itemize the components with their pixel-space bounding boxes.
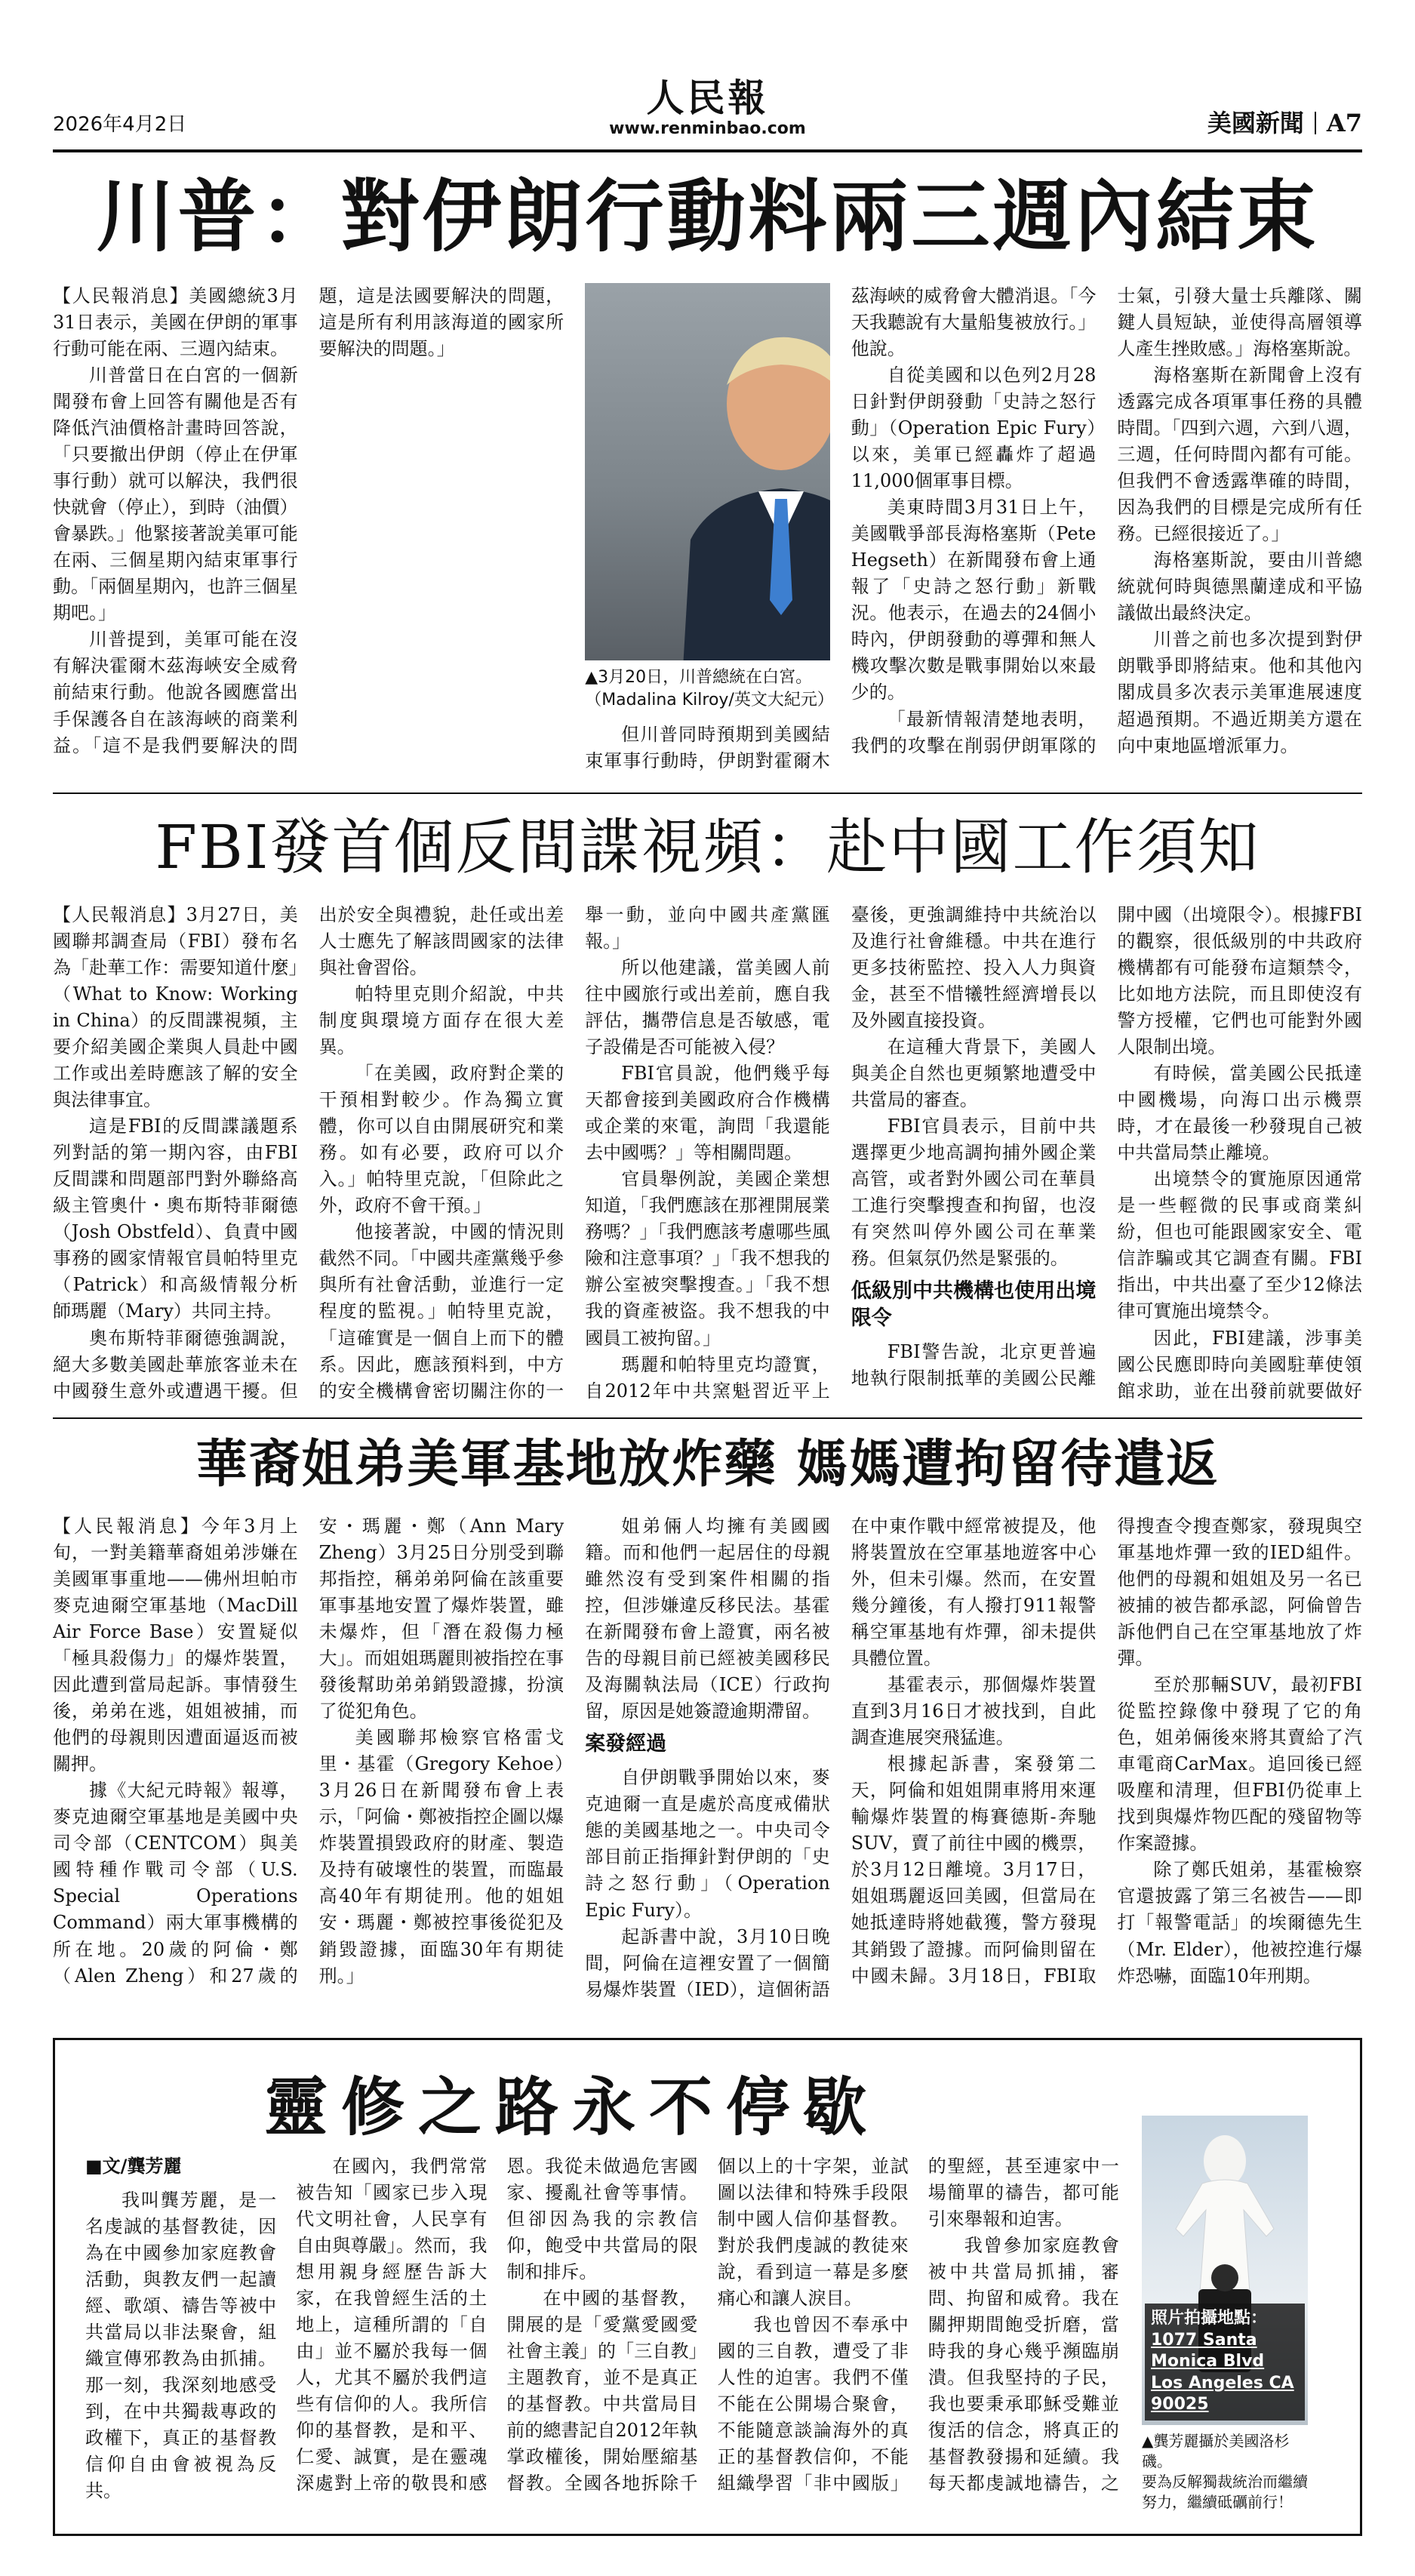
photo-location-prefix: 照片拍攝地點：	[1151, 2309, 1268, 2328]
article3-paragraphs_a-paragraph: 據《大紀元時報》報導，麥克迪爾空軍基地是美國中央司令部（CENTCOM）與美國特種作戰司令部（U.S. Special Operations Command）兩大軍事機構的所在地。20歲的阿倫・鄭（Alen Zheng）和27歲的安・瑪麗・鄭（Ann Mary Zheng）3月25日分別受到聯邦指控，稱弟弟阿倫在該重要軍事基地安置了爆炸裝置，雖未爆炸，但「潛在殺傷力極大」。而姐姐瑪麗則被指控在事發後幫助弟弟銷毀證據，扮演了從犯角色。	[53, 1516, 564, 1987]
article2-paragraphs_a-paragraph: 「在美國，政府對企業的干預相對較少。作為獨立實體，你可以自由開展研究和業務。如有必要，政府可以介入。」帕特里克說，「但除此之外，政府不會干預。」	[318, 1063, 564, 1217]
article2-body	[53, 902, 1362, 1409]
article4-headline: 靈修之路永不停歇	[263, 2070, 880, 2144]
article4-paragraphs-paragraph: 在中國的基督教，開展的是「愛黨愛國愛社會主義」的「三自教」主題教育，並不是真正的基督教。中共當局目前的總書記自2012年執掌政權後，開始壓縮基督教。全國各地拆除千個以上的十字架，並試圖以法律和特殊手段限制中國人信仰基督教。對於我們虔誠的教徒來說，看到這一幕是多麼痛心和讓人淚目。	[506, 2156, 909, 2494]
article4-paragraphs-paragraph: 我曾參加家庭教會被中共當局抓捕，審問、拘留和威脅。我在關押期間飽受折磨，當時我的身心幾乎瀕臨崩潰。但我堅持的子民，我也要秉承耶穌受難並復活的信念，將真正的基督教發揚和延續。我每天都虔誠地禱告，之	[927, 2235, 1119, 2494]
section-label	[1207, 104, 1362, 139]
article3-paragraphs_a-paragraph: 【人民報消息】今年3月上旬，一對美籍華裔姐弟涉嫌在美國軍事重地——佛州坦帕市麥克迪爾空軍基地（MacDill Air Force Base）安置疑似「極具殺傷力」的爆炸裝置，因此遭到當局起訴。事情發生後，弟弟在逃，姐姐被捕，而他們的母親則因遭面逼返而被關押。	[53, 1516, 298, 1775]
article1-paragraph: 【人民報消息】美國總統3月31日表示，美國在伊朗的軍事行動可能在兩、三週內結束。	[53, 285, 298, 360]
article2-paragraphs_a-paragraph: 這是FBI的反間諜議題系列對話的第一期內容，由FBI反間諜和問題部門對外聯絡高級主管奧什・奧布斯特菲爾德（Josh Obstfeld）、負責中國事務的國家情報官員帕特里克（Patrick）和高級情報分析師瑪麗（Mary）共同主持。	[53, 1116, 298, 1322]
article1-paragraph: 海格塞斯在新聞會上沒有透露完成各項軍事任務的具體時間。「四到六週，六到八週，三週，任何時間內都有可能。但我們不會透露準確的時間，因為我們的目標是完成所有任務。已經很接近了。」	[1117, 365, 1362, 545]
article3-paragraphs_b-paragraph: 至於那輛SUV，最初FBI從監控錄像中發現了它的角色，姐弟倆後來將其賣給了汽車電商CarMax。追回後已經吸塵和清理，但FBI仍從車上找到與爆炸物匹配的殘留物等作案證據。	[1117, 1674, 1362, 1854]
article2-paragraphs_b-paragraph: 有時候，當美國公民抵達中國機場，向海口出示機票時，才在最後一秒發現自己被中共當局禁止離境。	[1117, 1063, 1362, 1164]
article4-box	[53, 2038, 1362, 2536]
section-divider	[1315, 112, 1316, 134]
trump-photo	[585, 283, 830, 660]
article2-paragraphs_b-paragraph: 出境禁令的實施原因通常是一些輕微的民事或商業糾紛，但也可能跟國家安全、電信詐騙或其它調查有關。FBI指出，中共出臺了至少12條法律可實施出境禁令。	[1117, 1168, 1362, 1322]
article1-paragraph: 自從美國和以色列2月28日針對伊朗發動「史詩之怒行動」（Operation Epic Fury）以來，美軍已經轟炸了超過11,000個軍事目標。	[851, 365, 1097, 492]
article2-paragraphs_a-paragraph: 瑪麗和帕特里克均證實，自2012年中共窯魁習近平上臺後，更強調維持中共統治以及進行社會維穩。中共在進行更多技術監控、投入人力與資金，甚至不惜犧牲經濟增長以及外國直接投資。	[585, 904, 1097, 1402]
article3-paragraphs_a-paragraph: 姐弟倆人均擁有美國國籍。而和他們一起居住的母親雖然沒有受到案件相關的指控，但涉嫌違反移民法。基霍在新聞發布會上證實，兩名被告的母親目前已經被美國移民及海關執法局（ICE）行政拘留，原因是她簽證逾期滯留。	[585, 1516, 830, 1722]
article4-paragraphs-paragraph: 我叫龔芳麗，是一名虔誠的基督教徒，因為在中國參加家庭教會活動，與教友們一起讀經、歌頌、禱告等被中共當局以非法聚會，組織宣傳邪教為由抓捕。那一刻，我深刻地感受到，在中共獨裁專政的政權下，真正的基督教信仰自由會被視為反共。	[85, 2190, 277, 2502]
article1-paragraph: 川普提到，美軍可能在沒有解決霍爾木茲海峽安全威脅前結束行動。他說各國應當出手保護各自在該海峽的商業利益。「這不是我們要解決的問題，這是法國要解決的問題，這是所有利用該海道的國家所要解決的問題。」	[53, 285, 564, 756]
portrait-illustration-icon	[668, 313, 830, 660]
article2-paragraphs_a-paragraph: 所以他建議，當美國人前往中國旅行或出差前，應自我評估，攜帶信息是否敏感，電子設備是否可能被入侵？	[585, 957, 830, 1058]
page-number: A7	[1326, 109, 1362, 137]
article3-paragraphs_a-paragraph: 美國聯邦檢察官格雷戈里・基霍（Gregory Kehoe）3月26日在新聞發布會上表示，「阿倫・鄭被指控企圖以爆炸裝置損毀政府的財產、製造及持有破壞性的裝置，而臨最高40年有期徒刑。他的姐姐安・瑪麗・鄭被控事後從犯及銷毀證據，面臨30年有期徒刑。」	[318, 1727, 564, 1987]
article2-paragraphs_a-paragraph: FBI官員表示，目前中共選擇更少地高調拘捕外國企業高管，或者對外國公司在華員工進行突擊搜查和拘留，也沒有突然叫停外國公司在華業務。但氣氛仍然是緊張的。	[851, 1116, 1097, 1270]
photo-caption-line1: ▲龔芳麗攝於美國洛杉磯。	[1142, 2432, 1290, 2470]
article2-paragraphs_b-paragraph: 因此，FBI建議，涉事美國公民應即時向美國駐華使領館求助，並在出發前就要做好	[1117, 1327, 1362, 1402]
article1-paragraph: 美東時間3月31日上午，美國戰爭部長海格塞斯（Pete Hegseth）在新聞發布會上通報了「史詩之怒行動」新戰況。他表示，在過去的24個小時內，伊朗發動的導彈和無人機攻擊次數是戰事開始以來最少的。	[851, 497, 1097, 703]
photo-location-address[interactable]: 1077 Santa Monica Blvd Los Angeles CA 90025	[1151, 2330, 1294, 2414]
photo-caption-line2: 要為反解獨裁統治而繼續努力，繼續砥礪前行！	[1142, 2473, 1308, 2511]
article2-paragraphs_a-paragraph: 他接著說，中國的情況則截然不同。「中國共產黨幾乎參與所有社會活動，並進行一定程度的監視。」帕特里克說，「這確實是一個自上而下的體系。因此，應該預料到，中方的安全機構會密切關注你的一舉一動，並向中國共產黨匯報。」	[318, 904, 830, 1402]
article2-paragraphs_a-paragraph: 官員舉例說，美國企業想知道，「我們應該在那裡開展業務嗎？」「我們應該考慮哪些風險和注意事項？」「我不想我的辦公室被突擊搜查。」「我不想我的資產被盜。我不想我的中國員工被拘留。」	[585, 1168, 830, 1349]
article2-paragraphs_a-paragraph: FBI官員說，他們幾乎每天都會接到美國政府合作機構或企業的來電，詢問「我還能去中國嗎？」等相關問題。	[585, 1063, 830, 1164]
article1-paragraph: 海格塞斯說，要由川普總統就何時與德黑蘭達成和平協議做出最終決定。	[1117, 549, 1362, 624]
article3-paragraphs_b-paragraph: 起訴書中說，3月10日晚間，阿倫在這裡安置了一個簡易爆炸裝置（IED），這個術語在中東作戰中經常被提及，他將裝置放在空軍基地遊客中心外，但未引爆。然而，在安置幾分鐘後，有人撥打911報警稱空軍基地有炸彈，卻未提供具體位置。	[585, 1516, 1097, 2000]
article2-paragraphs_a-paragraph: 奧布斯特菲爾德強調說，絕大多數美國赴華旅客並未在中國發生意外或遭遇干擾。但出於安全與禮貌，赴任或出差人士應先了解該問國家的法律與社會習俗。	[53, 904, 564, 1402]
website-link[interactable]: www.renminbao.com	[609, 119, 806, 138]
article2-paragraphs_b-paragraph: FBI警告說，北京更普遍地執行限制抵華的美國公民離開中國（出境限令）。根據FBI的觀察，很低級別的中共政府機構都有可能發布這類禁令，比如地方法院，而且即使沒有警方授權，它們也可能對外國人限制出境。	[851, 904, 1362, 1389]
christus-statue-photo	[1142, 2116, 1308, 2425]
article3-paragraphs_b-paragraph: 基霍表示，那個爆炸裝置直到3月16日才被找到，自此調查進展突飛猛進。	[851, 1674, 1097, 1749]
issue-date: 2026年4月2日	[53, 113, 187, 136]
article2-paragraphs_a-paragraph: 【人民報消息】3月27日，美國聯邦調查局（FBI）發布名為「赴華工作：需要知道什麼」（What to Know: Working in China）的反間諜視頻，主要介紹美國企業與人員赴中國工作或出差時應該了解的安全與法律事宜。	[53, 904, 298, 1111]
trump-photo-caption: ▲3月20日，川普總統在白宮。（Madalina Kilroy/英文大紀元）	[585, 668, 834, 709]
article-divider	[53, 792, 1362, 794]
article2-headline: FBI發首個反間諜視頻：赴中國工作須知	[155, 812, 1260, 882]
article1-paragraph: 但川普同時預期到美國結束軍事行動時，伊朗對霍爾木茲海峽的威脅會大體消退。「今天我聽說有大量船隻被放行。」他說。	[585, 285, 1097, 772]
article3-headline: 華裔姐弟美軍基地放炸藥 媽媽遭拘留待遣返	[195, 1434, 1220, 1494]
masthead	[53, 45, 1362, 143]
article1-body	[53, 283, 1362, 781]
article3-paragraphs_b-paragraph: 自伊朗戰爭開始以來，麥克迪爾一直是處於高度戒備狀態的美國基地之一。中央司令部目前正指揮針對伊朗的「史詩之怒行動」（Operation Epic Fury）。	[585, 1767, 830, 1921]
article2-paragraphs_a-paragraph: 在這種大背景下，美國人與美企自然也更頻繁地遭受中共當局的審查。	[851, 1036, 1097, 1111]
article4-paragraphs-paragraph: 在國內，我們常常被告知「國家已步入現代文明社會，人民享有自由與尊嚴」。然而，我想用親身經歷告訴大家，在我曾經生活的土地上，這種所謂的「自由」並不屬於我每一個人，尤其不屬於我們這些有信仰的人。我所信仰的基督教，是和平、仁愛、誠實，是在靈魂深處對上帝的敬畏和感恩。我從未做過危害國家、擾亂社會等事情。但卻因為我的宗教信仰，飽受中共當局的限制和排斥。	[296, 2156, 698, 2494]
newspaper-brand: 人民報	[646, 75, 769, 120]
masthead-rule	[53, 149, 1362, 152]
article3-body	[53, 1513, 1362, 2008]
article3-subhead: 案發經過	[585, 1732, 667, 1756]
article4-byline: ■文/龔芳麗	[85, 2156, 182, 2177]
article2-paragraphs_a-paragraph: 帕特里克則介紹說，中共制度與環境方面存在很大差異。	[318, 983, 564, 1058]
article1-paragraph: 川普之前也多次提到對伊朗戰爭即將結束。他和其他內閣成員多次表示美軍進展速度超過預期。不過近期美方還在向中東地區增派軍力。	[1117, 629, 1362, 756]
article4-body	[85, 2153, 1119, 2523]
article-divider	[53, 1417, 1362, 1419]
article1-headline: 川普：對伊朗行動料兩三週內結束	[96, 170, 1319, 263]
article4-sidebar	[1142, 2116, 1308, 2513]
photo-caption	[1142, 2431, 1308, 2513]
photo-location-label	[1145, 2304, 1305, 2421]
article1-paragraph: 川普當日在白宮的一個新聞發布會上回答有關他是否有降低汽油價格計畫時回答說，「只要撤出伊朗（停止在伊軍事行動）就可以解決，我們很快就會（停止），到時（油價）會暴跌。」他緊接著說美軍可能在兩、三個星期內結束軍事行動。「兩個星期內，也許三個星期吧。」	[53, 365, 298, 624]
article3-paragraphs_b-paragraph: 除了鄭氏姐弟，基霍檢察官還披露了第三名被告——即打「報警電話」的埃爾德先生（Mr. Elder），他被控進行爆炸恐嚇，面臨10年刑期。	[1117, 1859, 1362, 1987]
article3-paragraphs_b-paragraph: 根據起訴書，案發第二天，阿倫和姐姐開車將用來運輸爆炸裝置的梅賽德斯-奔馳SUV，賣了前往中國的機票，於3月12日離境。3月17日，姐姐瑪麗返回美國，但當局在她抵達時將她截獲，警方發現其銷毀了證據。而阿倫則留在中國未歸。3月18日，FBI取得搜查令搜查鄭家，發現與空軍基地炸彈一致的IED組件。他們的母親和姐姐及另一名已被捕的被告都承認，阿倫曾告訴他們自己在空軍基地放了炸彈。	[851, 1516, 1362, 1987]
article4-paragraphs-paragraph: 我也曾因不奉承中國的三自教，遭受了非人性的迫害。我們不僅不能在公開場合聚會，不能隨意談論海外的真正的基督教信仰，不能組織學習「非中國版」的聖經，甚至連家中一場簡單的禱告，都可能引來舉報和迫害。	[717, 2156, 1119, 2494]
trump-photo-figure	[585, 283, 834, 711]
section-name: 美國新聞	[1207, 109, 1304, 137]
article1-paragraph: 「最新情報清楚地表明，我們的攻擊在削弱伊朗軍隊的士氣，引發大量士兵離隊、關鍵人員短缺，並使得高層領導人產生挫敗感。」海格塞斯說。	[851, 285, 1362, 756]
article2-subhead: 低級別中共機構也使用出境限令	[851, 1279, 1097, 1330]
